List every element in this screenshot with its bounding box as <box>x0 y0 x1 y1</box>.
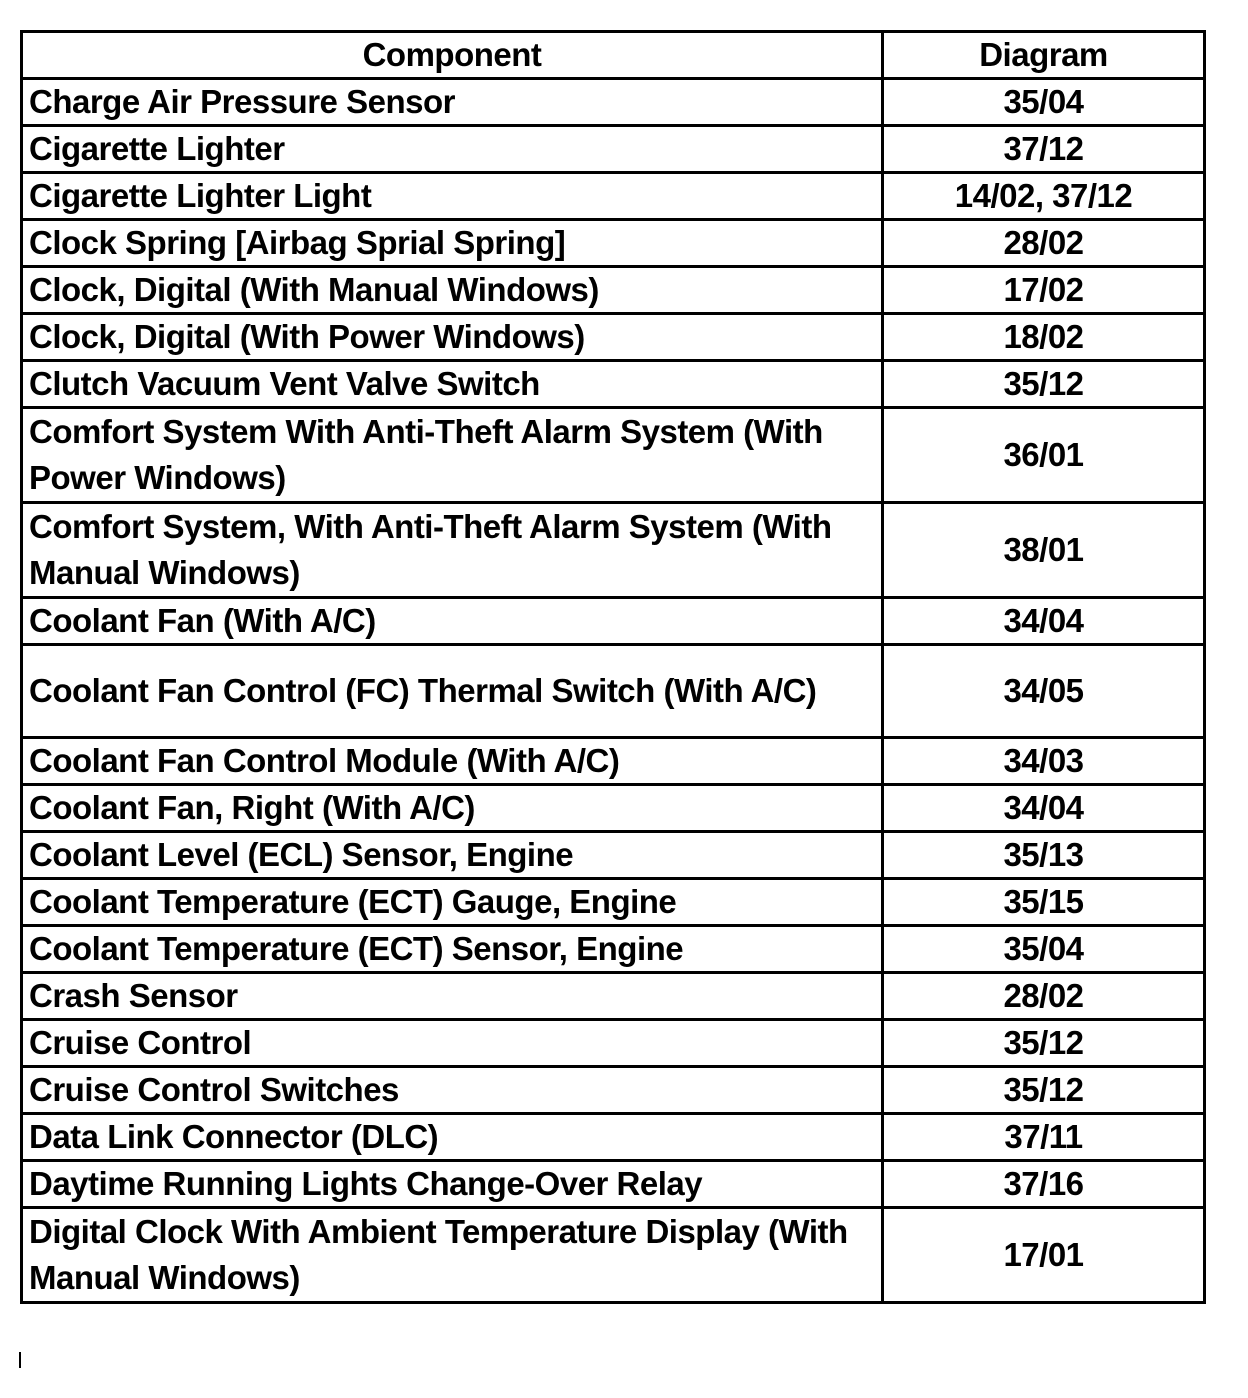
table-row <box>22 1067 1205 1114</box>
diagram-cell: 36/01 <box>883 408 1205 503</box>
diagram-cell: 34/04 <box>883 598 1205 645</box>
component-cell: Charge Air Pressure Sensor <box>22 79 883 126</box>
diagram-cell: 35/13 <box>883 832 1205 879</box>
table-row <box>22 126 1205 173</box>
component-cell: Coolant Temperature (ECT) Gauge, Engine <box>22 879 883 926</box>
table-row <box>22 267 1205 314</box>
diagram-cell: 35/12 <box>883 1067 1205 1114</box>
component-cell: Daytime Running Lights Change-Over Relay <box>22 1161 883 1208</box>
component-cell: Cigarette Lighter Light <box>22 173 883 220</box>
component-cell: Crash Sensor <box>22 973 883 1020</box>
diagram-cell: 38/01 <box>883 503 1205 598</box>
table-row <box>22 1208 1205 1303</box>
component-cell: Cruise Control Switches <box>22 1067 883 1114</box>
component-cell: Coolant Level (ECL) Sensor, Engine <box>22 832 883 879</box>
scan-edge-mark <box>19 1352 21 1368</box>
component-cell: Cigarette Lighter <box>22 126 883 173</box>
table-row <box>22 79 1205 126</box>
diagram-cell: 37/11 <box>883 1114 1205 1161</box>
component-cell: Comfort System With Anti-Theft Alarm System (With Power Windows) <box>22 408 883 503</box>
table-row <box>22 973 1205 1020</box>
component-cell: Clock, Digital (With Manual Windows) <box>22 267 883 314</box>
table-row <box>22 1020 1205 1067</box>
component-cell: Coolant Fan (With A/C) <box>22 598 883 645</box>
table-row <box>22 598 1205 645</box>
diagram-cell: 35/04 <box>883 926 1205 973</box>
component-cell: Coolant Temperature (ECT) Sensor, Engine <box>22 926 883 973</box>
table-row <box>22 879 1205 926</box>
diagram-cell: 35/04 <box>883 79 1205 126</box>
component-cell: Cruise Control <box>22 1020 883 1067</box>
diagram-cell: 28/02 <box>883 220 1205 267</box>
component-cell: Digital Clock With Ambient Temperature Display (With Manual Windows) <box>22 1208 883 1303</box>
diagram-cell: 28/02 <box>883 973 1205 1020</box>
table-header-row <box>22 32 1205 79</box>
component-cell: Coolant Fan Control Module (With A/C) <box>22 738 883 785</box>
diagram-cell: 37/16 <box>883 1161 1205 1208</box>
diagram-cell: 17/01 <box>883 1208 1205 1303</box>
table-row <box>22 832 1205 879</box>
table-row <box>22 408 1205 503</box>
diagram-cell: 34/03 <box>883 738 1205 785</box>
table-row <box>22 785 1205 832</box>
table-row <box>22 503 1205 598</box>
component-cell: Comfort System, With Anti-Theft Alarm System (With Manual Windows) <box>22 503 883 598</box>
component-cell: Data Link Connector (DLC) <box>22 1114 883 1161</box>
diagram-cell: 17/02 <box>883 267 1205 314</box>
table-row <box>22 738 1205 785</box>
component-cell: Coolant Fan Control (FC) Thermal Switch (With A/C) <box>22 645 883 738</box>
component-cell: Clock, Digital (With Power Windows) <box>22 314 883 361</box>
diagram-cell: 35/15 <box>883 879 1205 926</box>
diagram-cell: 34/04 <box>883 785 1205 832</box>
diagram-cell: 37/12 <box>883 126 1205 173</box>
table-row <box>22 173 1205 220</box>
table-row <box>22 220 1205 267</box>
diagram-cell: 14/02, 37/12 <box>883 173 1205 220</box>
diagram-cell: 35/12 <box>883 1020 1205 1067</box>
table-row <box>22 645 1205 738</box>
table-row <box>22 1161 1205 1208</box>
component-cell: Clock Spring [Airbag Sprial Spring] <box>22 220 883 267</box>
table-row <box>22 1114 1205 1161</box>
component-diagram-table <box>20 30 1206 1304</box>
component-cell: Clutch Vacuum Vent Valve Switch <box>22 361 883 408</box>
diagram-cell: 35/12 <box>883 361 1205 408</box>
table-row <box>22 314 1205 361</box>
header-component: Component <box>22 32 883 79</box>
diagram-cell: 18/02 <box>883 314 1205 361</box>
table-row <box>22 926 1205 973</box>
diagram-cell: 34/05 <box>883 645 1205 738</box>
component-cell: Coolant Fan, Right (With A/C) <box>22 785 883 832</box>
header-diagram: Diagram <box>883 32 1205 79</box>
table-row <box>22 361 1205 408</box>
